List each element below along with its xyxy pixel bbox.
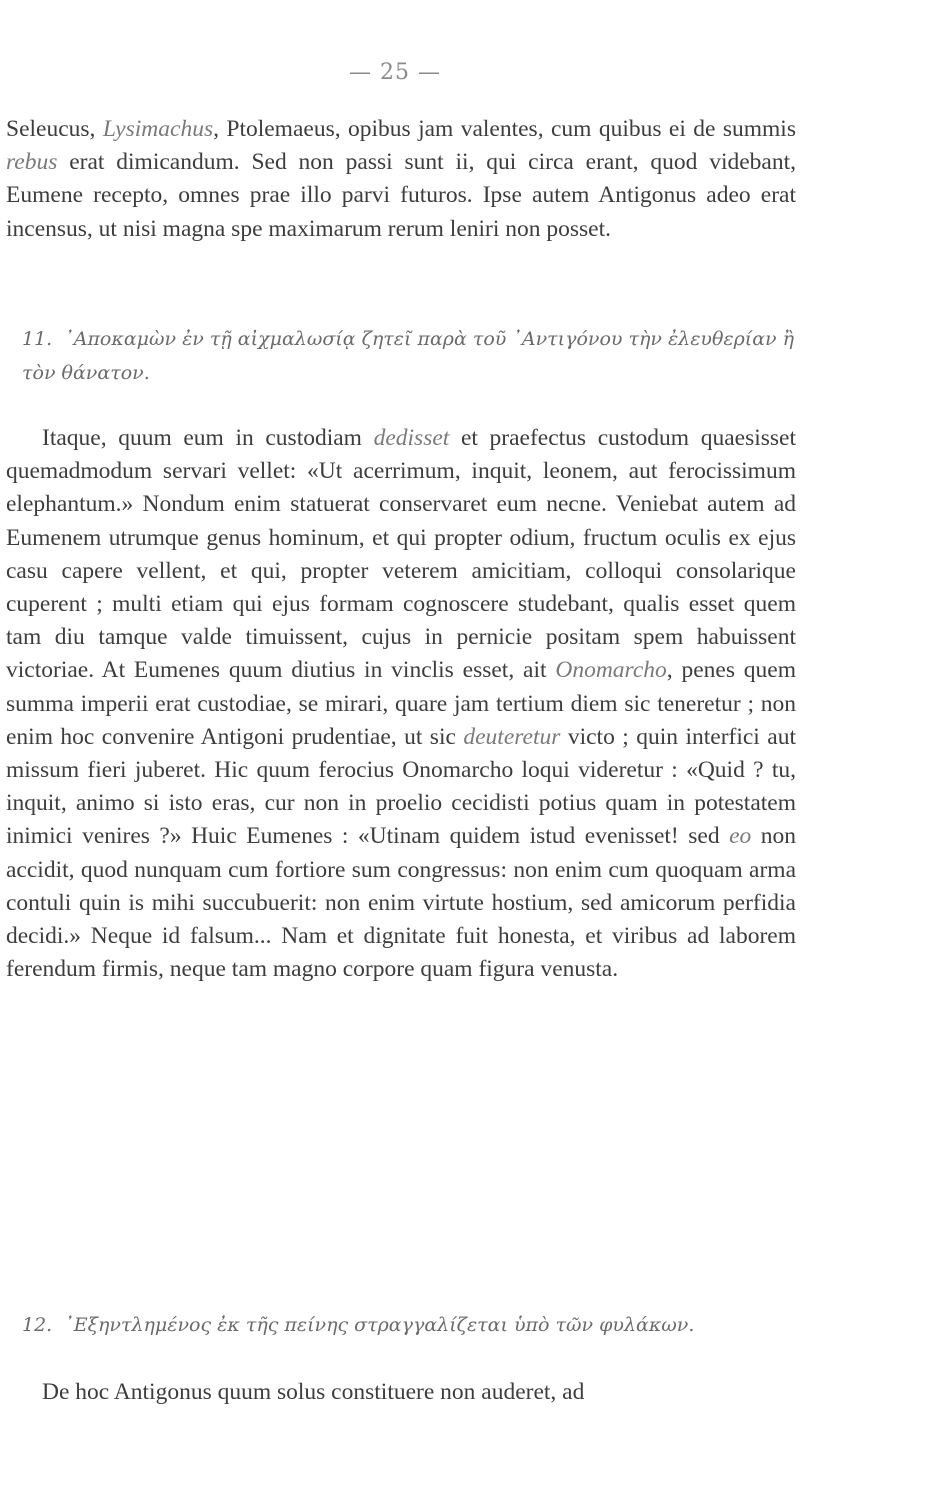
text-run: Itaque, quum eum in custodiam (42, 425, 374, 451)
text-run: victo ; quin interfici aut missum fieri juberet. Hic quum ferocius Onomarcho loqui videretur : «Quid ? tu, inquit, animo si isto eras, cur non in proelio cecidisti potius quam in potestatem inimici venires ?» Huic Eumenes : «Utinam quidem istud evenisset! sed (6, 723, 796, 850)
section-number: 12. (22, 1314, 53, 1336)
section-heading-12 (22, 1308, 802, 1342)
text-run: Seleucus, (6, 116, 103, 142)
page-number: — 25 — (349, 60, 441, 85)
italic-name: Onomarcho (555, 657, 667, 684)
text-run: erat dimicandum. Sed non passi sunt ii, qui circa erant, quod videbant, Eumene recepto, omnes prae illo parvi futuros. Ipse autem Antigonus adeo erat incensus, ut nisi magna spe maximarum rerum leniri non posset. (6, 149, 796, 242)
paragraph-1 (6, 113, 796, 246)
text-run: , Ptolemaeus, opibus jam valentes, cum quibus ei de summis (213, 116, 796, 142)
section-number: 11. (22, 328, 53, 350)
text-run: , penes quem summa imperii erat custodiae, se mirari, quare jam tertium diem sic teneretur ; non enim hoc convenire Antigoni prudentiae, ut sic (6, 657, 797, 750)
section-heading-11 (22, 322, 802, 390)
paragraph-3 (6, 1376, 796, 1409)
text-run: non accidit, quod nunquam cum fortiore sum congressus: non enim cum quoquam arma contuli quin is mihi succubuerit: non enim virtute hostium, sed amicorum perfidia decidi.» Neque id falsum... Nam et dignitate fuit honesta, et viribus ad laborem ferendum firmis, neque tam magno corpore quam figura venusta. (6, 823, 796, 983)
section-title-greek: ᾿Αποκαμὼν ἐν τῇ αἰχμαλωσίᾳ ζητεῖ παρὰ τοῦ ᾿Αντιγόνου τὴν ἐλευθερίαν ἢ τὸν θάνατον. (22, 328, 795, 384)
text-run: De hoc Antigonus quum solus constituere non auderet, ad (42, 1379, 585, 1405)
section-title-greek: ᾿Εξηντλημένος ἐκ τῆς πείνης στραγγαλίζεται ὑπὸ τῶν φυλάκων. (64, 1314, 695, 1336)
italic-name: Lysimachus (102, 116, 214, 142)
italic-word: deuteretur (463, 723, 561, 750)
paragraph-2 (6, 422, 796, 986)
italic-word: eo (729, 823, 752, 850)
text-run: et praefectus custodum quaesisset quemadmodum servari vellet: «Ut acerrimum, inquit, leonem, aut ferocissimum elephantum.» Nondum enim statuerat conservaret eum necne. Veniebat autem ad Eumenem utrumque genus hominum, et qui propter odium, fructum oculis ex ejus casu capere vellent, et qui, propter veterem amicitiam, colloqui consolarique cuperent ; multi etiam qui ejus formam cognoscere studebant, qualis esset quem tam diu tamque valde timuissent, cujus in pernicie positam spem habuissent victoriae. At Eumenes quum diutius in vinclis esset, ait (6, 425, 796, 684)
italic-word: dedisset (373, 425, 450, 451)
italic-word: rebus (6, 149, 58, 176)
